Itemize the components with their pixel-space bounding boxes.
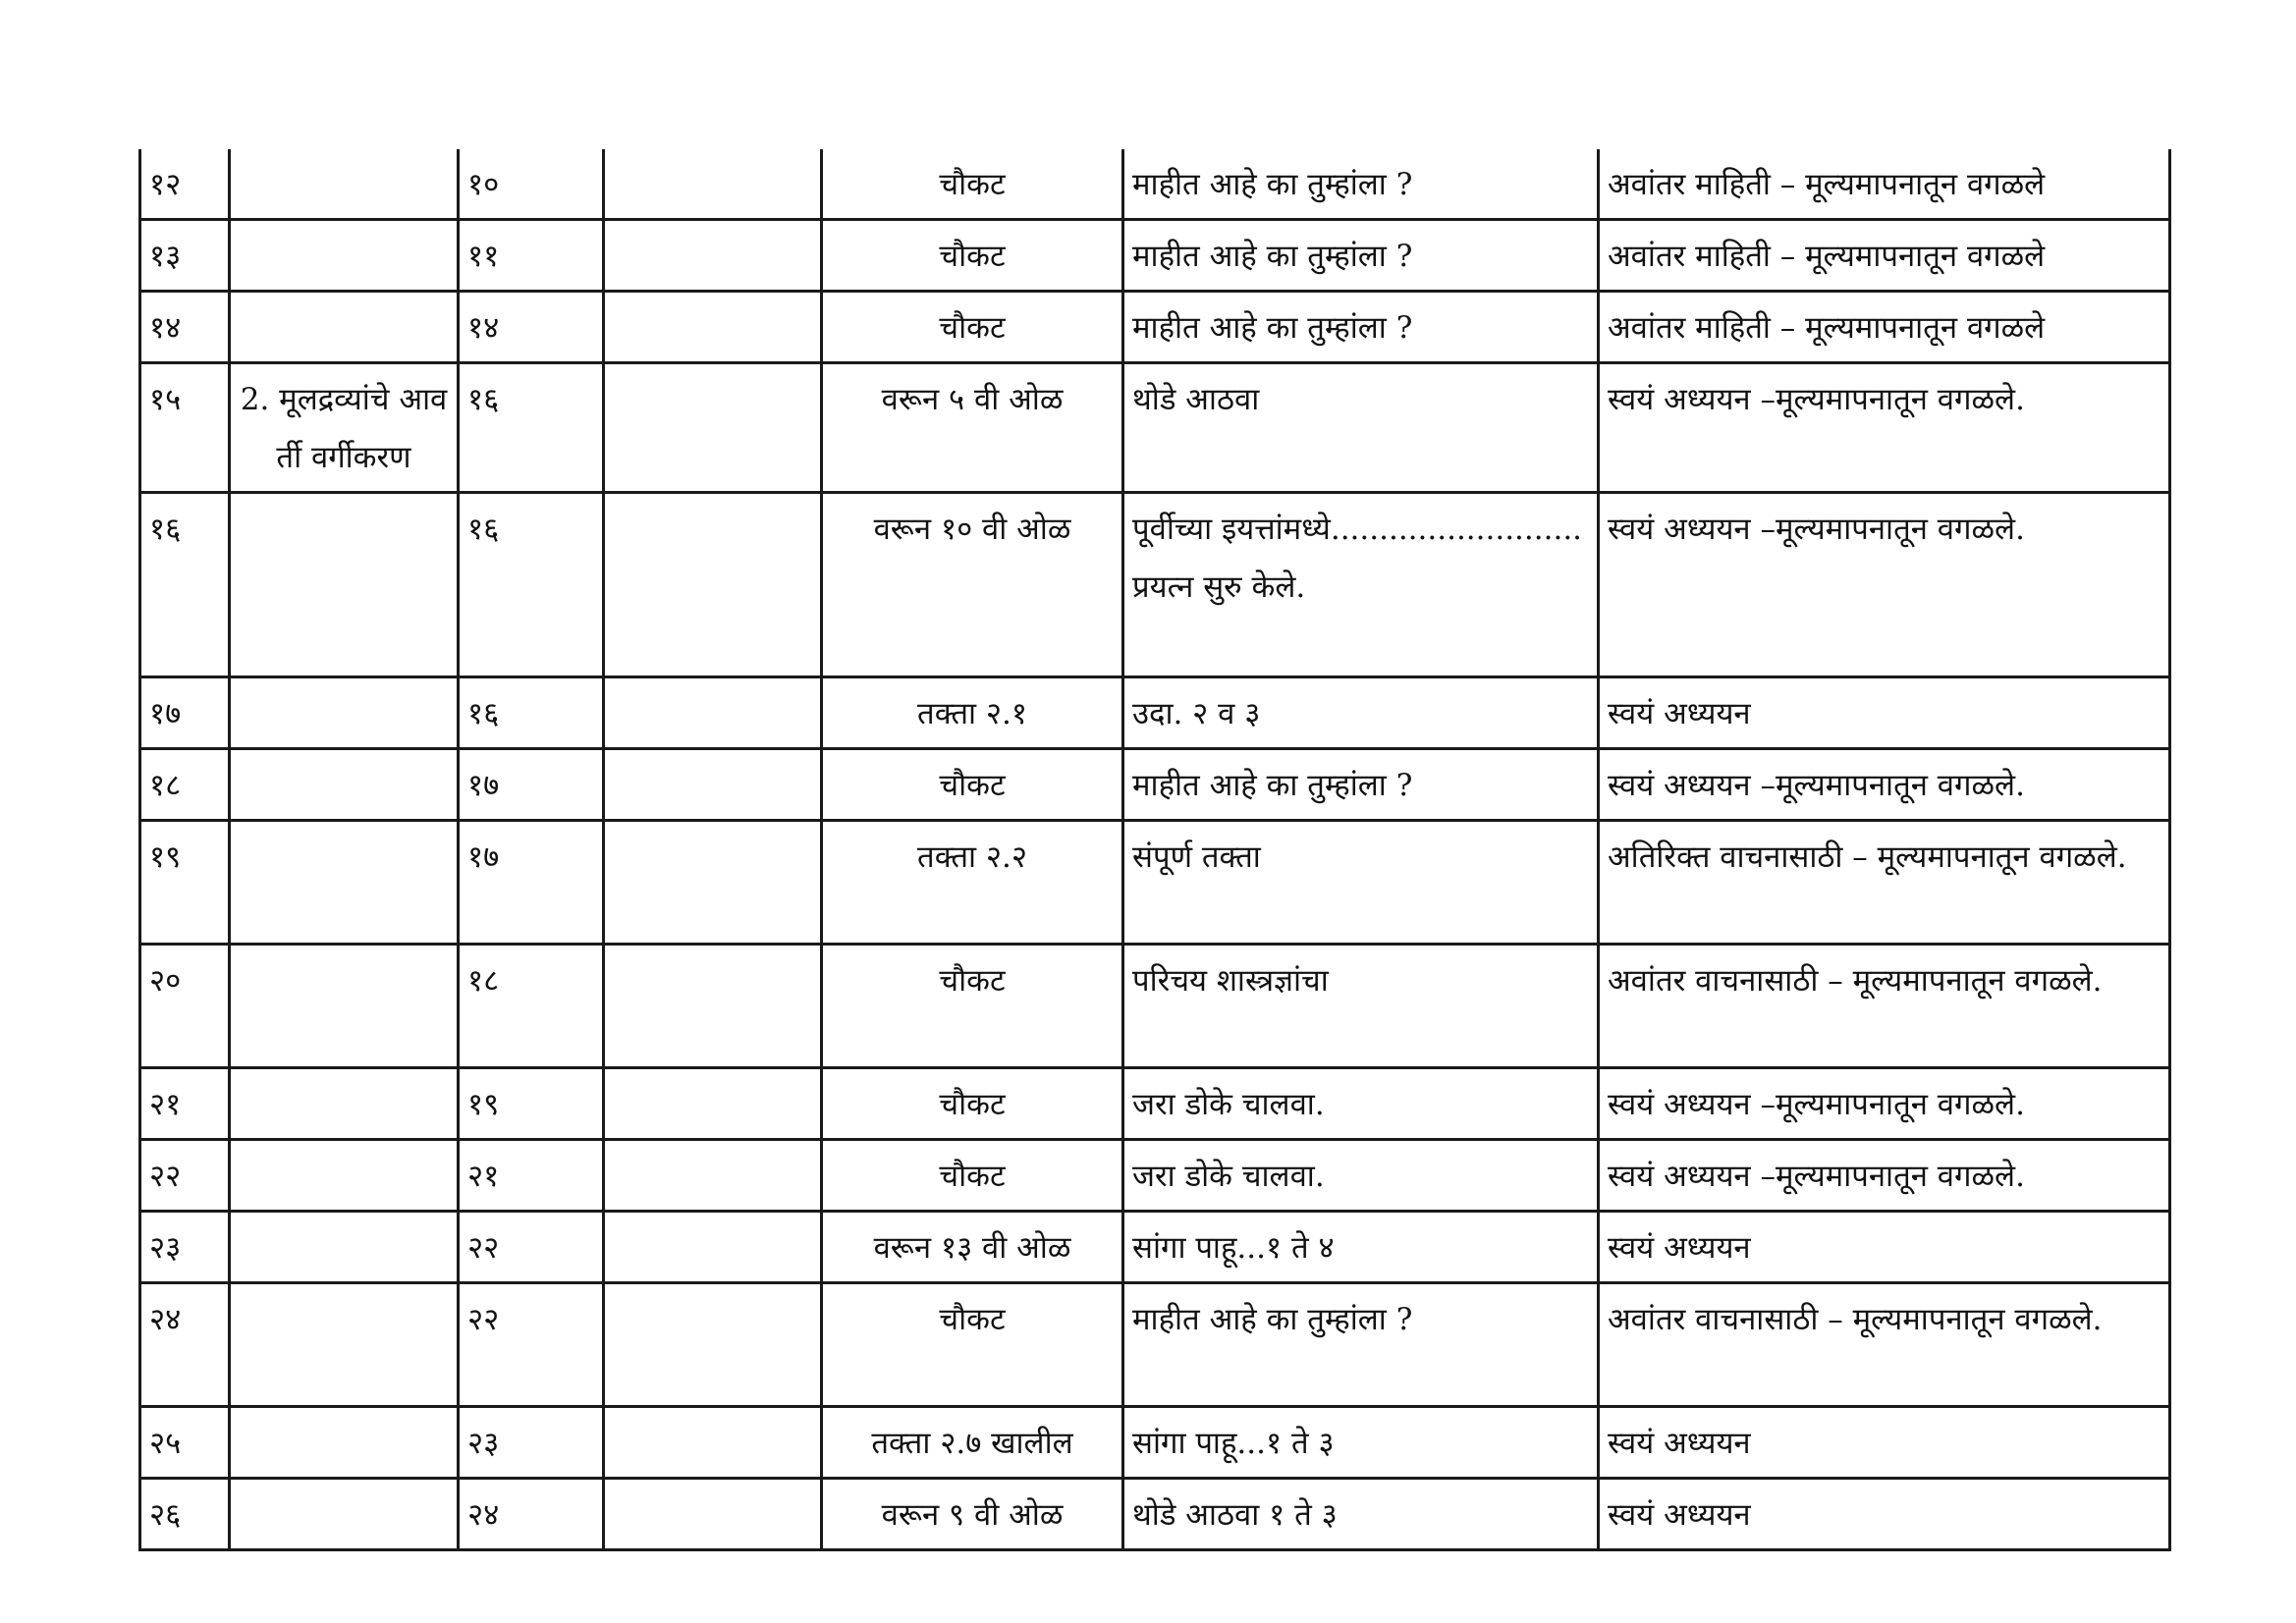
cell-excluded-content: जरा डोके चालवा. (1123, 1068, 1599, 1140)
cell-serial-number: १४ (140, 292, 230, 363)
table-row (140, 1479, 2170, 1550)
table-body (140, 149, 2170, 1550)
cell-page-number: २२ (459, 1283, 604, 1407)
cell-empty (604, 220, 822, 292)
cell-chapter-name (230, 1283, 459, 1407)
cell-line-reference: तक्ता २.७ खालील (822, 1407, 1123, 1479)
cell-empty (604, 677, 822, 749)
cell-excluded-content: सांगा पाहू...१ ते ३ (1123, 1407, 1599, 1479)
cell-chapter-name (230, 821, 459, 945)
cell-empty (604, 292, 822, 363)
cell-remark: अवांतर वाचनासाठी – मूल्यमापनातून वगळले. (1599, 945, 2170, 1068)
table-row (140, 1212, 2170, 1283)
cell-empty (604, 749, 822, 821)
cell-chapter-name (230, 945, 459, 1068)
cell-remark: स्वयं अध्ययन –मूल्यमापनातून वगळले. (1599, 493, 2170, 677)
syllabus-table-container (138, 149, 2168, 1551)
cell-remark: स्वयं अध्ययन –मूल्यमापनातून वगळले. (1599, 1140, 2170, 1212)
cell-empty (604, 821, 822, 945)
cell-serial-number: २३ (140, 1212, 230, 1283)
cell-empty (604, 945, 822, 1068)
cell-serial-number: २६ (140, 1479, 230, 1550)
cell-line-reference: वरून ९ वी ओळ (822, 1479, 1123, 1550)
cell-empty (604, 1212, 822, 1283)
cell-excluded-content: माहीत आहे का तुम्हांला ? (1123, 220, 1599, 292)
table-row (140, 1140, 2170, 1212)
cell-excluded-content: पूर्वीच्या इयत्तांमध्ये..........................प्रयत्न सुरु केले. (1123, 493, 1599, 677)
cell-empty (604, 1407, 822, 1479)
cell-line-reference: चौकट (822, 749, 1123, 821)
cell-chapter-name (230, 1479, 459, 1550)
cell-chapter-name: 2. मूलद्रव्यांचे आवर्ती वर्गीकरण (230, 363, 459, 493)
cell-page-number: २२ (459, 1212, 604, 1283)
cell-page-number: २३ (459, 1407, 604, 1479)
cell-empty (604, 149, 822, 220)
cell-chapter-name (230, 1212, 459, 1283)
cell-serial-number: २४ (140, 1283, 230, 1407)
cell-page-number: १४ (459, 292, 604, 363)
cell-excluded-content: सांगा पाहू...१ ते ४ (1123, 1212, 1599, 1283)
cell-page-number: २१ (459, 1140, 604, 1212)
cell-line-reference: वरून १३ वी ओळ (822, 1212, 1123, 1283)
cell-remark: स्वयं अध्ययन (1599, 1479, 2170, 1550)
cell-line-reference: तक्ता २.१ (822, 677, 1123, 749)
cell-serial-number: १३ (140, 220, 230, 292)
cell-excluded-content: संपूर्ण तक्ता (1123, 821, 1599, 945)
cell-remark: स्वयं अध्ययन (1599, 1212, 2170, 1283)
table-row (140, 1068, 2170, 1140)
cell-remark: स्वयं अध्ययन (1599, 677, 2170, 749)
syllabus-reduction-table (138, 149, 2171, 1551)
cell-excluded-content: थोडे आठवा १ ते ३ (1123, 1479, 1599, 1550)
cell-page-number: ११ (459, 220, 604, 292)
cell-remark: अवांतर माहिती – मूल्यमापनातून वगळले (1599, 220, 2170, 292)
cell-serial-number: १२ (140, 149, 230, 220)
cell-excluded-content: माहीत आहे का तुम्हांला ? (1123, 749, 1599, 821)
cell-page-number: १९ (459, 1068, 604, 1140)
cell-chapter-name (230, 1140, 459, 1212)
cell-line-reference: वरून १० वी ओळ (822, 493, 1123, 677)
cell-serial-number: १७ (140, 677, 230, 749)
cell-page-number: १७ (459, 749, 604, 821)
cell-remark: अवांतर माहिती – मूल्यमापनातून वगळले (1599, 149, 2170, 220)
cell-remark: अवांतर वाचनासाठी – मूल्यमापनातून वगळले. (1599, 1283, 2170, 1407)
cell-line-reference: चौकट (822, 1068, 1123, 1140)
cell-line-reference: चौकट (822, 220, 1123, 292)
cell-line-reference: वरून ५ वी ओळ (822, 363, 1123, 493)
cell-line-reference: तक्ता २.२ (822, 821, 1123, 945)
cell-chapter-name (230, 1068, 459, 1140)
cell-page-number: १७ (459, 821, 604, 945)
cell-line-reference: चौकट (822, 1283, 1123, 1407)
cell-empty (604, 1283, 822, 1407)
cell-serial-number: २५ (140, 1407, 230, 1479)
cell-empty (604, 363, 822, 493)
cell-chapter-name (230, 677, 459, 749)
cell-excluded-content: जरा डोके चालवा. (1123, 1140, 1599, 1212)
table-row (140, 821, 2170, 945)
cell-page-number: १० (459, 149, 604, 220)
cell-chapter-name (230, 749, 459, 821)
table-row (140, 292, 2170, 363)
cell-serial-number: २० (140, 945, 230, 1068)
table-row (140, 945, 2170, 1068)
cell-remark: स्वयं अध्ययन –मूल्यमापनातून वगळले. (1599, 749, 2170, 821)
table-row (140, 149, 2170, 220)
table-row (140, 749, 2170, 821)
table-row (140, 1283, 2170, 1407)
cell-chapter-name (230, 493, 459, 677)
cell-excluded-content: उदा. २ व ३ (1123, 677, 1599, 749)
cell-chapter-name (230, 149, 459, 220)
cell-serial-number: २२ (140, 1140, 230, 1212)
cell-page-number: १६ (459, 677, 604, 749)
cell-line-reference: चौकट (822, 1140, 1123, 1212)
cell-excluded-content: माहीत आहे का तुम्हांला ? (1123, 1283, 1599, 1407)
cell-line-reference: चौकट (822, 945, 1123, 1068)
table-row (140, 677, 2170, 749)
cell-chapter-name (230, 292, 459, 363)
cell-page-number: १६ (459, 363, 604, 493)
cell-line-reference: चौकट (822, 292, 1123, 363)
cell-page-number: २४ (459, 1479, 604, 1550)
cell-page-number: १६ (459, 493, 604, 677)
table-row (140, 363, 2170, 493)
cell-remark: स्वयं अध्ययन –मूल्यमापनातून वगळले. (1599, 363, 2170, 493)
cell-serial-number: १८ (140, 749, 230, 821)
cell-chapter-name (230, 1407, 459, 1479)
cell-remark: अवांतर माहिती – मूल्यमापनातून वगळले (1599, 292, 2170, 363)
cell-remark: स्वयं अध्ययन –मूल्यमापनातून वगळले. (1599, 1068, 2170, 1140)
cell-excluded-content: परिचय शास्त्रज्ञांचा (1123, 945, 1599, 1068)
cell-excluded-content: माहीत आहे का तुम्हांला ? (1123, 149, 1599, 220)
table-row (140, 1407, 2170, 1479)
cell-line-reference: चौकट (822, 149, 1123, 220)
cell-serial-number: १९ (140, 821, 230, 945)
cell-serial-number: १६ (140, 493, 230, 677)
cell-empty (604, 1479, 822, 1550)
cell-remark: अतिरिक्त वाचनासाठी – मूल्यमापनातून वगळले. (1599, 821, 2170, 945)
cell-empty (604, 1068, 822, 1140)
cell-serial-number: १५ (140, 363, 230, 493)
cell-empty (604, 493, 822, 677)
cell-empty (604, 1140, 822, 1212)
cell-excluded-content: थोडे आठवा (1123, 363, 1599, 493)
cell-chapter-name (230, 220, 459, 292)
cell-remark: स्वयं अध्ययन (1599, 1407, 2170, 1479)
table-row (140, 493, 2170, 677)
cell-page-number: १८ (459, 945, 604, 1068)
cell-serial-number: २१ (140, 1068, 230, 1140)
cell-excluded-content: माहीत आहे का तुम्हांला ? (1123, 292, 1599, 363)
table-row (140, 220, 2170, 292)
